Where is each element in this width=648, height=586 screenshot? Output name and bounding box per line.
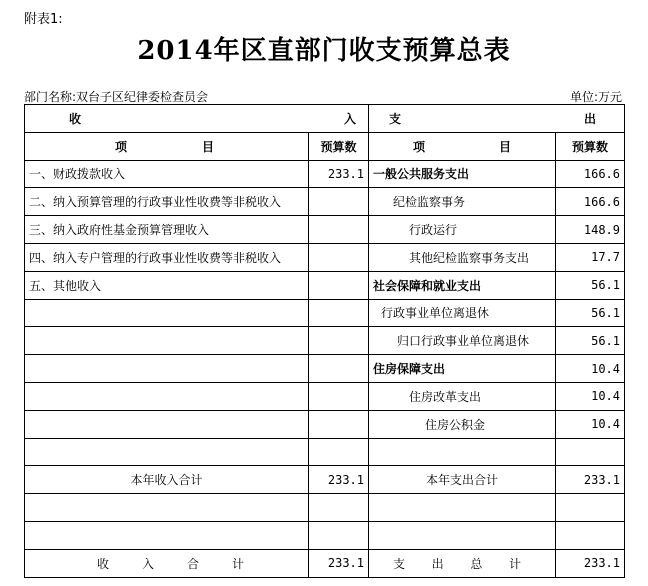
grand-income-total-label [25,549,309,577]
expense-value [556,494,625,522]
income-section-header [25,105,369,133]
income-item: 五、其他收入 [25,271,309,299]
expense-value: 148.9 [556,216,625,244]
income-value [309,216,369,244]
income-item [25,299,309,327]
grand-expense-total-label [369,549,556,577]
income-value [309,494,369,522]
table-row [25,243,625,271]
grand-expense-char: 计 [508,556,521,571]
table-row [25,355,625,383]
table-row [25,410,625,438]
column-header-row [25,132,625,160]
table-row [25,299,625,327]
item-header-char-1: 项 [115,139,128,154]
income-value [309,355,369,383]
income-value [309,410,369,438]
grand-income-char: 收 [97,556,110,571]
appendix-note: 附表1: [24,12,63,27]
item-header-char-1: 项 [413,139,426,154]
income-item: 三、纳入政府性基金预算管理收入 [25,216,309,244]
table-row [25,438,625,466]
expense-value: 17.7 [556,243,625,271]
income-item: 四、纳入专户管理的行政事业性收费等非税收入 [25,243,309,271]
expense-value: 10.4 [556,355,625,383]
income-value: 233.1 [309,160,369,188]
expense-item: 住房公积金 [369,410,556,438]
year-income-total-value: 233.1 [309,466,369,494]
expense-item: 行政运行 [369,216,556,244]
income-item [25,521,309,549]
expense-item: 住房保障支出 [369,355,556,383]
expense-item-header [369,132,556,160]
income-item: 一、财政拨款收入 [25,160,309,188]
year-income-total-label: 本年收入合计 [25,466,309,494]
year-total-row [25,466,625,494]
grand-expense-total-value: 233.1 [556,549,625,577]
item-header-char-2: 目 [498,139,511,154]
expense-value: 56.1 [556,299,625,327]
income-item [25,355,309,383]
item-header-char-2: 目 [201,139,214,154]
income-value [309,299,369,327]
table-row [25,271,625,299]
income-value [309,382,369,410]
grand-income-char: 入 [141,556,154,571]
income-item [25,494,309,522]
income-item [25,382,309,410]
department-name: 部门名称:双台子区纪律委检查员会 [24,90,209,104]
unit-label: 单位:万元 [569,90,622,104]
table-row [25,216,625,244]
table-row [25,521,625,549]
expense-value [556,521,625,549]
expense-item: 一般公共服务支出 [369,160,556,188]
income-item [25,327,309,355]
expense-item [369,521,556,549]
income-budget-header: 预算数 [309,132,369,160]
income-value [309,438,369,466]
income-header-char-1: 收 [69,111,82,126]
expense-value: 166.6 [556,188,625,216]
grand-expense-char: 出 [431,556,444,571]
expense-header-char-1: 支 [389,111,402,126]
expense-item [369,494,556,522]
expense-value: 10.4 [556,410,625,438]
income-value [309,243,369,271]
grand-expense-char: 总 [470,556,483,571]
table-row [25,160,625,188]
table-row [25,382,625,410]
year-expense-total-value: 233.1 [556,466,625,494]
income-item: 二、纳入预算管理的行政事业性收费等非税收入 [25,188,309,216]
income-value [309,271,369,299]
expense-value: 10.4 [556,382,625,410]
grand-income-char: 计 [231,556,244,571]
grand-total-row [25,549,625,577]
expense-value [556,438,625,466]
expense-header-char-2: 出 [583,111,596,126]
expense-item: 行政事业单位离退休 [369,299,556,327]
income-value [309,188,369,216]
grand-income-total-value: 233.1 [309,549,369,577]
expense-item: 归口行政事业单位离退休 [369,327,556,355]
page-title: 2014年区直部门收支预算总表 [137,36,511,66]
expense-value: 56.1 [556,271,625,299]
section-header-row [25,105,625,133]
table-row [25,327,625,355]
income-item-header [25,132,309,160]
budget-table [24,104,625,578]
grand-expense-char: 支 [393,556,406,571]
table-row [25,188,625,216]
income-item [25,438,309,466]
expense-value: 56.1 [556,327,625,355]
expense-section-header [369,105,625,133]
expense-item: 纪检监察事务 [369,188,556,216]
grand-income-char: 合 [186,556,199,571]
expense-item [369,438,556,466]
income-item [25,410,309,438]
expense-item: 社会保障和就业支出 [369,271,556,299]
income-value [309,327,369,355]
year-expense-total-label: 本年支出合计 [369,466,556,494]
expense-item: 其他纪检监察事务支出 [369,243,556,271]
expense-value: 166.6 [556,160,625,188]
expense-item: 住房改革支出 [369,382,556,410]
table-row [25,494,625,522]
income-value [309,521,369,549]
income-header-char-2: 入 [343,111,356,126]
expense-budget-header: 预算数 [556,132,625,160]
